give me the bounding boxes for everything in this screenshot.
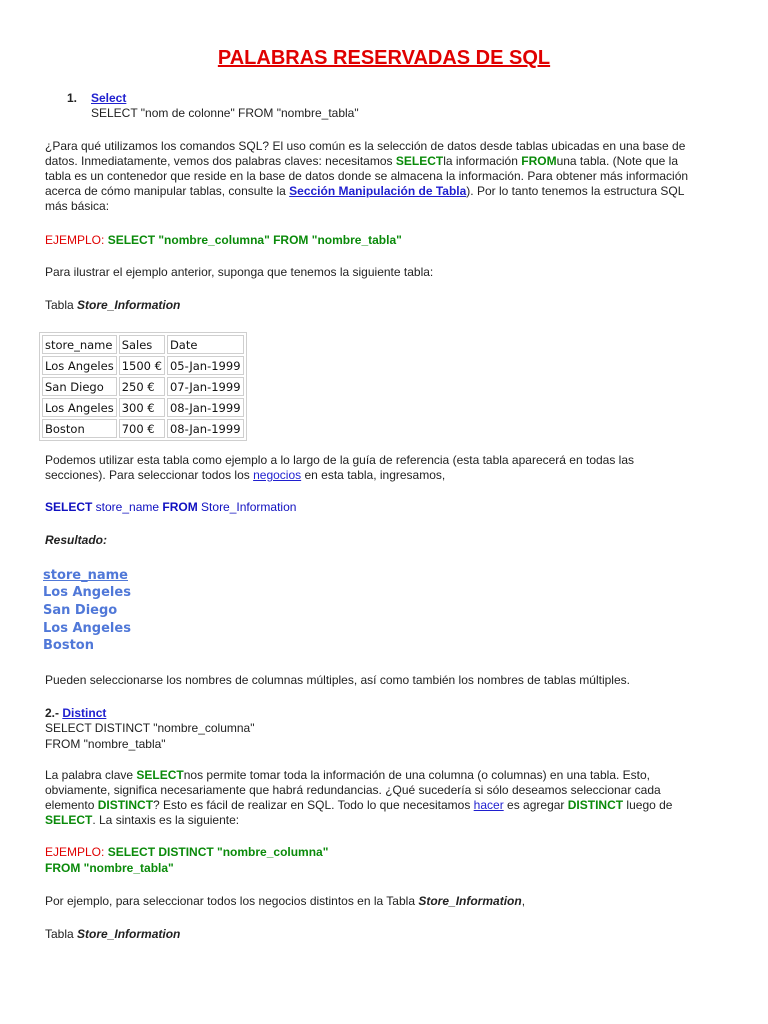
example-code: SELECT DISTINCT "nombre_columna" — [107, 845, 329, 859]
text: : — [101, 845, 108, 859]
text: Por ejemplo, para seleccionar todos los negocios distintos en la Tabla — [45, 894, 419, 908]
result-label: Resultado: — [45, 533, 108, 547]
text: una tabla. (Note que la — [556, 154, 678, 168]
keyword: DISTINCT — [567, 798, 624, 812]
text: ? Esto es fácil de realizar en SQL. Todo lo que necesitamos — [153, 798, 474, 812]
result-row: San Diego — [43, 603, 118, 618]
section-heading — [45, 706, 106, 720]
text: nos permite tomar toda la información de una columna (o columnas) en una tabla. Esto, — [183, 768, 651, 782]
paragraph — [45, 139, 688, 214]
table-name: Store_Information — [77, 927, 181, 941]
paragraph-line — [45, 468, 634, 483]
paragraph-line: más básica: — [45, 199, 110, 213]
table-caption — [45, 298, 180, 312]
example — [45, 845, 328, 859]
example-label: EJEMPLO — [45, 845, 102, 859]
example-label: EJEMPLO — [45, 233, 102, 247]
text: store_name — [92, 500, 163, 514]
paragraph-line: tabla es un contenedor que reside en la base de datos donde se almacena la información. Para obtener más información — [45, 169, 689, 183]
text: . La sintaxis es la siguiente: — [92, 813, 240, 827]
example-code: SELECT "nombre_columna" FROM "nombre_tabla" — [107, 233, 402, 247]
store-information-table — [39, 332, 247, 441]
paragraph-line — [45, 768, 672, 783]
keyword: DISTINCT — [97, 798, 154, 812]
table-row — [42, 419, 244, 438]
keyword: FROM — [521, 154, 557, 168]
section-number: 2.- — [45, 706, 60, 720]
select-syntax: SELECT "nom de colonne" FROM "nombre_tabla" — [91, 106, 359, 120]
sql-query — [45, 500, 296, 514]
text: , — [521, 894, 526, 908]
text: La palabra clave — [45, 768, 137, 782]
text: datos. Inmediatamente, vemos dos palabras claves: necesitamos — [45, 154, 396, 168]
paragraph-line — [45, 154, 688, 169]
distinct-link[interactable]: Distinct — [62, 706, 107, 720]
table-manipulation-link[interactable]: Sección Manipulación de Tabla — [289, 184, 467, 198]
paragraph: Pueden seleccionarse los nombres de columnas múltiples, así como también los nombres de tablas múltiples. — [45, 673, 630, 687]
paragraph — [45, 768, 672, 828]
keyword: SELECT — [45, 813, 93, 827]
result-row: Los Angeles — [43, 621, 131, 636]
text: store_name — [43, 568, 129, 583]
table-cell: 08-Jan-1999 — [167, 419, 244, 438]
paragraph — [45, 453, 634, 483]
table-cell: Boston — [42, 419, 117, 438]
text: Tabla — [45, 298, 78, 312]
text: Store_Information — [197, 500, 297, 514]
table-header-cell: store_name — [42, 335, 117, 354]
text: Tabla — [45, 927, 78, 941]
text: en esta tabla, ingresamos, — [301, 468, 446, 482]
table-row — [42, 356, 244, 375]
text: secciones). Para seleccionar todos los — [45, 468, 254, 482]
table-row — [42, 377, 244, 396]
keyword: SELECT — [395, 154, 444, 168]
table-cell: 07-Jan-1999 — [167, 377, 244, 396]
text: luego de — [623, 798, 673, 812]
text: ). Por lo tanto tenemos la estructura SQL — [466, 184, 685, 198]
result-row: Los Angeles — [43, 585, 131, 600]
paragraph-line — [45, 184, 688, 199]
table-row — [42, 398, 244, 417]
distinct-syntax: FROM "nombre_tabla" — [45, 737, 166, 751]
text: es agregar — [503, 798, 568, 812]
table-name: Store_Information — [418, 894, 522, 908]
text: acerca de cómo manipular tablas, consulte la — [45, 184, 290, 198]
table-header-cell: Sales — [119, 335, 165, 354]
keyword: SELECT — [45, 500, 93, 514]
paragraph: Para ilustrar el ejemplo anterior, suponga que tenemos la siguiente tabla: — [45, 265, 434, 279]
result-row: Boston — [43, 638, 94, 653]
table-header-row — [42, 335, 244, 354]
page-title: PALABRAS RESERVADAS DE SQL — [217, 47, 551, 69]
paragraph-line: obviamente, significa necesariamente que habrá redundancias. ¿Qué sucedería si sólo deseamos seleccionar cada — [45, 783, 661, 797]
table-cell: 300 € — [119, 398, 165, 417]
paragraph-line: Podemos utilizar esta tabla como ejemplo a lo largo de la guía de referencia (esta tabla aparecerá en todas las — [45, 453, 635, 467]
section-number: 1. — [67, 91, 78, 105]
paragraph-line: ¿Para qué utilizamos los comandos SQL? El uso común es la selección de datos desde tablas ubicadas en una base de — [45, 139, 686, 153]
table-cell: 08-Jan-1999 — [167, 398, 244, 417]
distinct-syntax: SELECT DISTINCT "nombre_columna" — [45, 721, 255, 735]
select-link[interactable]: Select — [91, 91, 127, 105]
table-cell: 1500 € — [119, 356, 165, 375]
paragraph-line — [45, 813, 672, 828]
table-cell: Los Angeles — [42, 398, 117, 417]
table-cell: San Diego — [42, 377, 117, 396]
table-cell: Los Angeles — [42, 356, 117, 375]
table-cell: 250 € — [119, 377, 165, 396]
hacer-link[interactable]: hacer — [473, 798, 504, 812]
result-header — [43, 568, 128, 583]
table-cell: 05-Jan-1999 — [167, 356, 244, 375]
text: : — [101, 233, 108, 247]
text: elemento — [45, 798, 98, 812]
table-name: Store_Information — [77, 298, 181, 312]
keyword: SELECT — [136, 768, 184, 782]
table-caption — [45, 927, 180, 941]
table-header-cell: Date — [167, 335, 244, 354]
example-code: FROM "nombre_tabla" — [45, 861, 174, 875]
text: la información — [443, 154, 522, 168]
paragraph-line — [45, 798, 672, 813]
paragraph — [45, 894, 525, 908]
table-cell: 700 € — [119, 419, 165, 438]
keyword: FROM — [162, 500, 198, 514]
example — [45, 233, 402, 247]
negocios-link[interactable]: negocios — [253, 468, 302, 482]
